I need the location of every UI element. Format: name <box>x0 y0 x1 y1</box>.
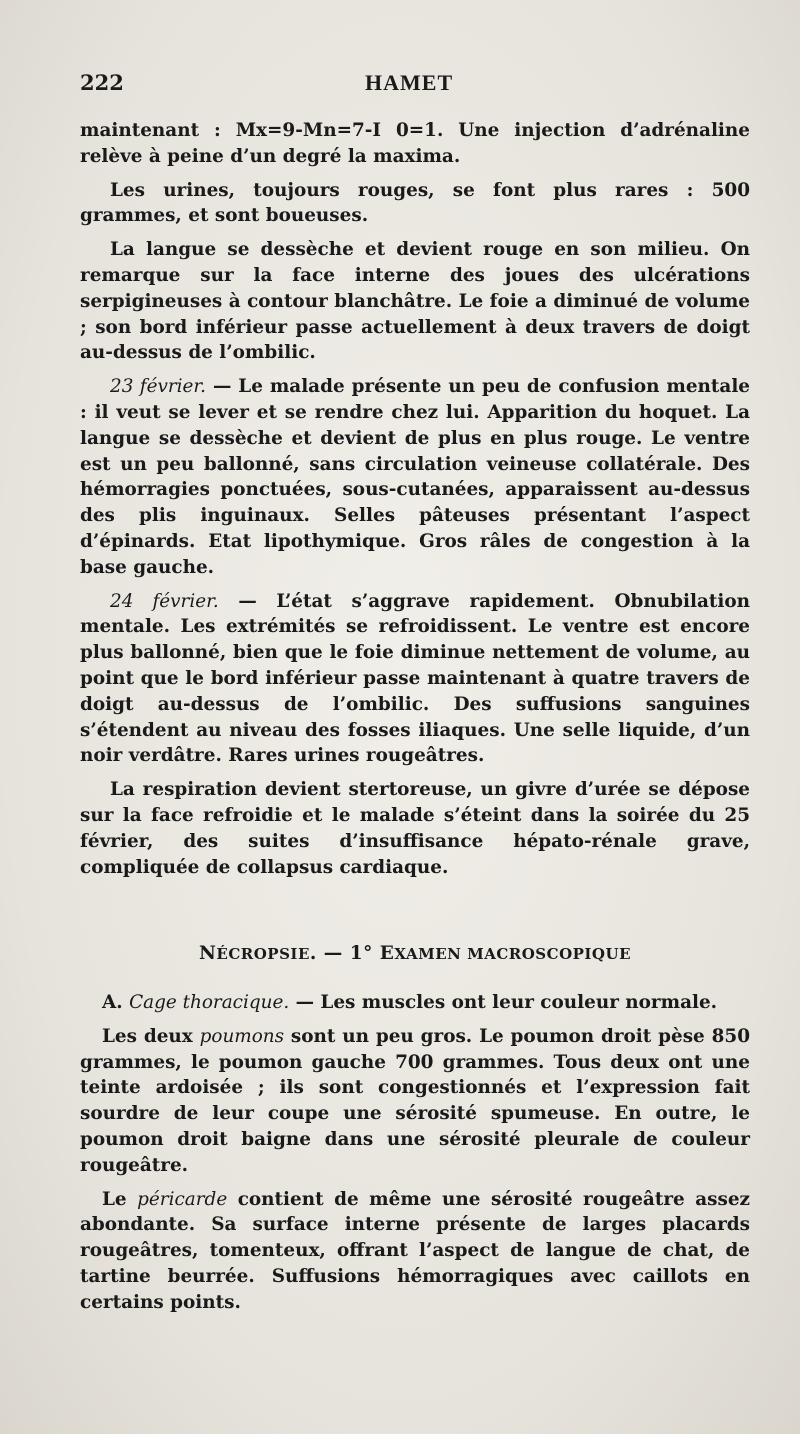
paragraph: Les urines, toujours rouges, se font plus rares : 500 grammes, et sont boueuses. <box>80 179 750 227</box>
emphasis: péricarde <box>137 1188 228 1210</box>
paragraph: maintenant : Mx=9-Mn=7-I 0=1. Une injection d’adrénaline relève à peine d’un degré la maxima. <box>80 120 750 167</box>
paragraph: La langue se dessèche et devient rouge en son milieu. On remarque sur la face interne des joues des ulcérations serpigineuses à contour blanchâtre. Le foie a diminué de volume ; son bord inférieur passe actuellement à deux travers de doigt au-dessus de l’ombilic. <box>80 239 750 364</box>
running-head: HAMET <box>365 70 454 95</box>
paragraph <box>80 589 750 770</box>
date-label: 23 février. <box>110 376 207 398</box>
paragraph-text: — L’état s’aggrave rapidement. Obnubilation mentale. Les extrémités se refroidissent. Le ventre est encore plus ballonné, bien que le foie diminue nettement de volume, au point que le bord inférieur passe maintenant à quatre travers de doigt au-dessus de l’ombilic. Des suffusions sanguines s’étendent au niveau des fosses iliaques. Une selle liquide, d’un noir verdâtre. Rares urines rougeâtres. <box>80 590 751 767</box>
date-label: 24 février. <box>110 590 219 612</box>
page-number: 222 <box>80 70 124 95</box>
paragraph-text: contient de même une sérosité rougeâtre assez abondante. Sa surface interne présente de larges placards rougeâtres, tomenteux, offrant l’aspect de langue de chat, de tartine beurrée. Suffusions hémorragiques avec caillots en certains points. <box>80 1188 750 1313</box>
paragraph <box>80 1024 750 1179</box>
emphasis: poumons <box>199 1025 285 1047</box>
paragraph <box>80 1187 750 1316</box>
paragraph <box>80 990 750 1016</box>
item-label: A. <box>102 992 130 1013</box>
heading-part: XAMEN MACROSCOPIQUE <box>394 945 632 963</box>
item-title: Cage thoracique. <box>129 992 290 1013</box>
paragraph-text: sont un peu gros. Le poumon droit pèse 850 grammes, le poumon gauche 700 grammes. Tous deux ont une teinte ardoisée ; ils sont congestionnés et l’expression fait sourdre de leur coupe une sérosité spumeuse. En outre, le poumon droit baigne dans une sérosité pleurale de couleur rougeâtre. <box>80 1025 750 1176</box>
heading-part: . — 1° E <box>309 943 395 964</box>
paragraph-text: Les deux <box>102 1025 200 1047</box>
heading-part: ÉCROPSIE <box>216 945 310 963</box>
heading-part: N <box>198 943 217 964</box>
paragraph <box>80 374 750 580</box>
paragraph-text: Le <box>102 1188 138 1210</box>
paragraph: La respiration devient stertoreuse, un givre d’urée se dépose sur la face refroidie et le malade s’éteint dans la soirée du 25 février, des suites d’insuffisance hépato-rénale grave, compliquée de collapsus cardiaque. <box>80 779 750 878</box>
section-heading <box>80 943 750 964</box>
paragraph-text: — Le malade présente un peu de confusion mentale : il veut se lever et se rendre chez lui. Apparition du hoquet. La langue se dessèche et devient de plus en plus rouge. Le ventre est un peu ballonné, sans circulation veineuse collatérale. Des hémorragies ponctuées, sous-cutanées, apparaissent au-dessus des plis inguinaux. Selles pâteuses présentant l’aspect d’épinards. Etat lipothymique. Gros râles de congestion à la base gauche. <box>80 376 751 578</box>
clinical-notes <box>80 118 750 888</box>
paragraph-text: — Les muscles ont leur couleur normale. <box>289 992 718 1013</box>
autopsy-notes <box>80 990 750 1324</box>
page-header <box>80 70 720 102</box>
